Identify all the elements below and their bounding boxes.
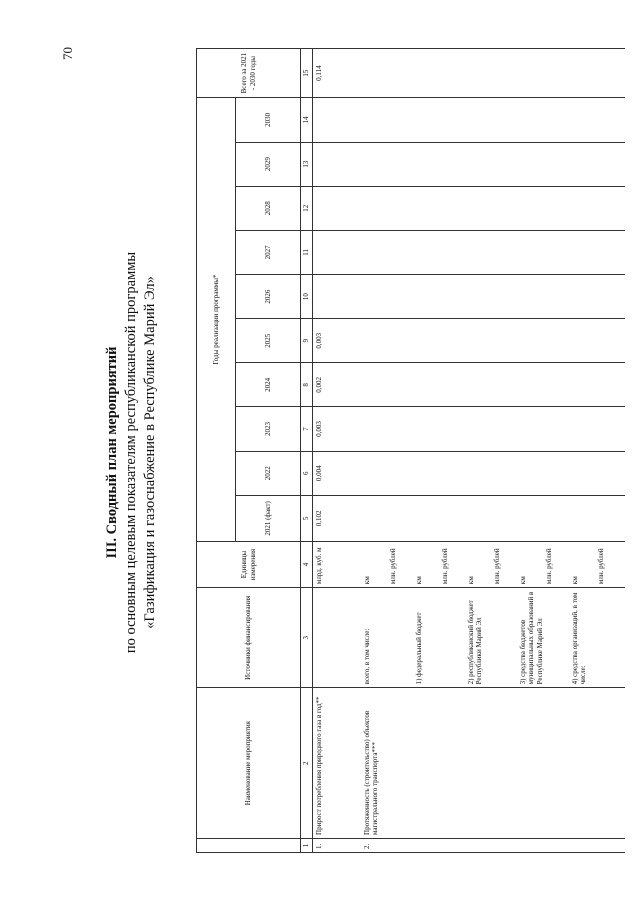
column-number: 12 <box>301 186 313 230</box>
column-number: 14 <box>301 98 313 142</box>
header-total: Всего за 2021 - 2030 годы <box>197 49 301 98</box>
header-year: 2025 <box>236 319 301 363</box>
column-number: 9 <box>301 319 313 363</box>
row-value <box>361 495 625 541</box>
unit-label: км <box>466 576 475 585</box>
header-source: Источники финансирования <box>197 588 301 688</box>
header-year: 2029 <box>236 142 301 186</box>
column-number: 7 <box>301 407 313 451</box>
column-number: 4 <box>301 541 313 587</box>
row-value <box>312 274 361 318</box>
row-value <box>361 363 625 407</box>
row-value: 0,003 <box>312 319 361 363</box>
header-year: 2023 <box>236 407 301 451</box>
plan-table <box>196 48 625 853</box>
column-number: 13 <box>301 142 313 186</box>
source-item: 4) средства организаций, в том числе: <box>570 592 587 685</box>
row-value <box>361 319 625 363</box>
source-item: всего, в том числе: <box>362 628 371 685</box>
table-row <box>312 49 361 853</box>
column-number: 1 <box>301 838 313 852</box>
row-value <box>361 230 625 274</box>
header-year: 2030 <box>236 98 301 142</box>
header-year: 2021 (факт) <box>236 495 301 541</box>
row-value <box>361 274 625 318</box>
row-value: 0,002 <box>312 363 361 407</box>
column-number: 2 <box>301 688 313 839</box>
header-years-group: Годы реализации программы* <box>197 98 236 542</box>
unit-label: млн. рублей <box>440 548 449 585</box>
row-value: 0,004 <box>312 451 361 495</box>
unit-label: км <box>362 576 371 585</box>
header-unit: Единицы измерения <box>197 541 301 587</box>
row-value <box>361 186 625 230</box>
source-item: 3) средства бюджетов муниципальных образований в Республике Марий Эл <box>518 591 544 685</box>
table-row <box>361 49 625 853</box>
row-value <box>361 407 625 451</box>
row-value <box>312 230 361 274</box>
row-name: Прирост потребления природного газа в год** <box>312 688 361 839</box>
header-year: 2024 <box>236 363 301 407</box>
page-number: 70 <box>60 47 75 60</box>
row-total: 0,114 <box>312 49 361 98</box>
column-number: 15 <box>301 49 313 98</box>
row-units <box>361 541 625 587</box>
unit-label: млн. рублей <box>596 548 605 585</box>
unit-label: км <box>414 576 423 585</box>
title-line-1: III. Сводный план мероприятий <box>104 346 120 559</box>
row-total <box>361 49 625 98</box>
source-item: 1) федеральный бюджет <box>414 612 423 685</box>
unit-label: км <box>570 576 579 585</box>
column-number: 11 <box>301 230 313 274</box>
row-value: 0,102 <box>312 495 361 541</box>
column-number: 10 <box>301 274 313 318</box>
column-number: 5 <box>301 495 313 541</box>
header-year: 2027 <box>236 230 301 274</box>
column-number: 8 <box>301 363 313 407</box>
column-number: 6 <box>301 451 313 495</box>
header-num <box>197 838 301 852</box>
row-value: 0,003 <box>312 407 361 451</box>
column-number: 3 <box>301 588 313 688</box>
unit-label: млн. рублей <box>492 548 501 585</box>
source-item: 2) республиканский бюджет Республики Марий Эл <box>466 600 483 685</box>
unit-label: млн. рублей <box>388 548 397 585</box>
title-line-3: «Газификация и газоснабжение в Республике Марий Эл» <box>142 276 158 629</box>
row-number: 2. <box>361 838 625 852</box>
row-name: Протяженность (строительство) объектов магистрального транспорта*** <box>361 688 625 839</box>
row-sources <box>361 588 625 688</box>
row-value <box>361 98 625 142</box>
row-unit: млрд. куб. м <box>312 541 361 587</box>
unit-label: км <box>518 576 527 585</box>
row-value <box>361 142 625 186</box>
row-value <box>312 186 361 230</box>
header-year: 2028 <box>236 186 301 230</box>
row-value <box>361 451 625 495</box>
document-title <box>103 0 160 905</box>
header-year: 2022 <box>236 451 301 495</box>
title-line-2: по основным целевым показателям республиканской программы <box>123 251 139 654</box>
row-number: 1. <box>312 838 361 852</box>
row-value <box>312 98 361 142</box>
header-year: 2026 <box>236 274 301 318</box>
header-name: Наименование мероприятия <box>197 688 301 839</box>
row-source <box>312 588 361 688</box>
row-value <box>312 142 361 186</box>
unit-label: млн. рублей <box>544 548 553 585</box>
